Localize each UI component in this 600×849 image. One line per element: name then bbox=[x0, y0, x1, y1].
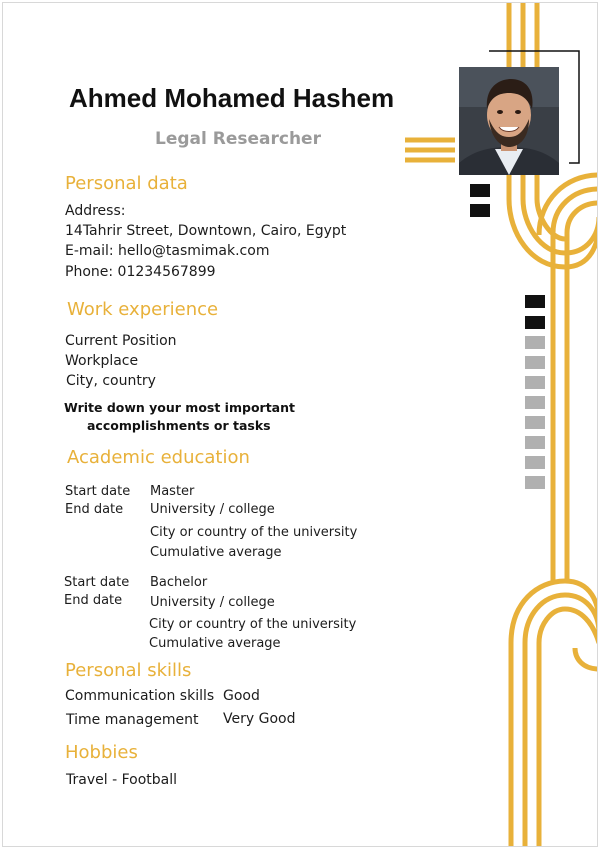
edu-1-degree: Master bbox=[150, 484, 195, 499]
section-heading-hobbies: Hobbies bbox=[65, 742, 138, 763]
edu-2-end-label: End date bbox=[64, 593, 123, 608]
section-heading-personal-data: Personal data bbox=[65, 173, 188, 194]
edu-1-location: City or country of the university bbox=[150, 525, 358, 540]
work-note-line-2: accomplishments or tasks bbox=[87, 418, 271, 433]
address-value: 14Tahrir Street, Downtown, Cairo, Egypt bbox=[65, 223, 347, 239]
skill-2-name: Time management bbox=[66, 712, 199, 728]
edu-2-institution: University / college bbox=[150, 595, 275, 610]
skill-2-level: Very Good bbox=[223, 711, 296, 727]
profile-photo bbox=[459, 67, 559, 175]
edu-2-average: Cumulative average bbox=[149, 636, 281, 651]
section-heading-academic-education: Academic education bbox=[67, 447, 250, 468]
section-heading-work-experience: Work experience bbox=[67, 299, 219, 320]
section-heading-personal-skills: Personal skills bbox=[65, 660, 192, 681]
work-position: Current Position bbox=[65, 333, 177, 349]
edu-2-degree: Bachelor bbox=[150, 575, 208, 590]
edu-1-average: Cumulative average bbox=[150, 545, 282, 560]
edu-1-end-label: End date bbox=[65, 502, 124, 517]
skill-1-level: Good bbox=[223, 688, 260, 704]
work-note-line-1: Write down your most important bbox=[64, 400, 295, 415]
skill-1-name: Communication skills bbox=[65, 688, 215, 704]
work-workplace: Workplace bbox=[65, 353, 139, 369]
candidate-name: Ahmed Mohamed Hashem bbox=[69, 83, 395, 113]
phone-line: Phone: 01234567899 bbox=[65, 264, 216, 280]
edu-2-start-label: Start date bbox=[64, 575, 130, 590]
resume-page bbox=[2, 2, 598, 847]
email-line: E-mail: hello@tasmimak.com bbox=[65, 243, 270, 259]
edu-1-start-label: Start date bbox=[65, 484, 131, 499]
job-title: Legal Researcher bbox=[155, 129, 321, 149]
work-location: City, country bbox=[66, 373, 156, 389]
edu-1-institution: University / college bbox=[150, 502, 275, 517]
hobbies-text: Travel - Football bbox=[66, 772, 177, 788]
edu-2-location: City or country of the university bbox=[149, 617, 357, 632]
address-label: Address: bbox=[65, 203, 126, 219]
